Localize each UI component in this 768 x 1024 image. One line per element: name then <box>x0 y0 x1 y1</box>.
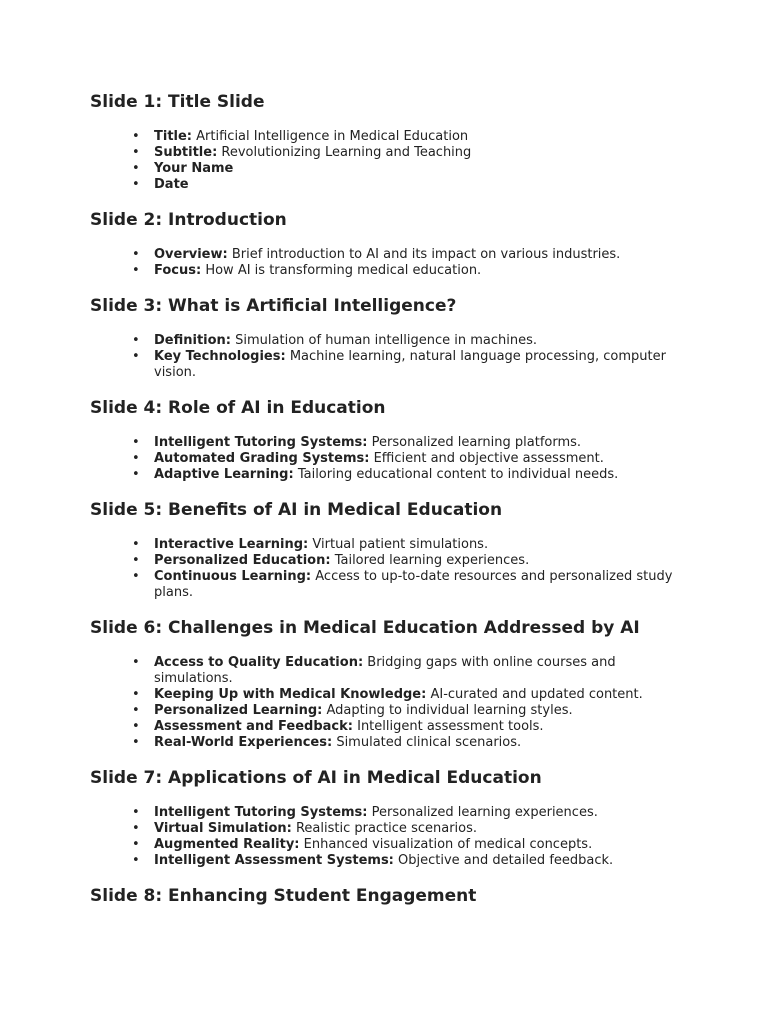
slide-heading: Slide 7: Applications of AI in Medical Education <box>90 768 542 788</box>
bullet-icon: • <box>132 853 140 868</box>
item-label: Subtitle: <box>154 145 218 160</box>
item-label: Virtual Simulation: <box>154 821 292 836</box>
list-item <box>90 333 690 349</box>
slide-section-2 <box>90 209 690 279</box>
item-label: Personalized Learning: <box>154 703 323 718</box>
list-item <box>90 735 690 751</box>
item-label: Personalized Education: <box>154 553 331 568</box>
slide-heading: Slide 8: Enhancing Student Engagement <box>90 886 477 906</box>
bullet-icon: • <box>132 821 140 836</box>
list-item <box>90 263 690 279</box>
item-label: Intelligent Tutoring Systems: <box>154 435 368 450</box>
item-label: Keeping Up with Medical Knowledge: <box>154 687 427 702</box>
bullet-icon: • <box>132 537 140 552</box>
bullet-icon: • <box>132 333 140 348</box>
item-label: Overview: <box>154 247 228 262</box>
item-text: Intelligent assessment tools. <box>357 719 544 734</box>
item-text: Revolutionizing Learning and Teaching <box>221 145 472 160</box>
item-label: Intelligent Tutoring Systems: <box>154 805 368 820</box>
list-item <box>90 435 690 451</box>
slide-section-6 <box>90 617 690 751</box>
item-text: Artificial Intelligence in Medical Education <box>196 129 469 144</box>
item-text: Efficient and objective assessment. <box>373 451 604 466</box>
bullet-list <box>90 129 690 193</box>
bullet-icon: • <box>132 451 140 466</box>
item-label: Focus: <box>154 263 202 278</box>
item-label: Definition: <box>154 333 232 348</box>
list-item <box>90 719 690 735</box>
list-item <box>90 805 690 821</box>
item-label: Continuous Learning: <box>154 569 312 584</box>
bullet-list <box>90 655 690 751</box>
list-item <box>90 145 690 161</box>
item-label: Augmented Reality: <box>154 837 300 852</box>
item-text: AI-curated and updated content. <box>430 687 643 702</box>
item-text: Enhanced visualization of medical concepts. <box>303 837 593 852</box>
bullet-icon: • <box>132 837 140 852</box>
list-item <box>90 655 690 687</box>
item-text: How AI is transforming medical education. <box>205 263 482 278</box>
bullet-icon: • <box>132 719 140 734</box>
item-text: Machine learning, natural language processing, computer vision. <box>154 349 666 380</box>
bullet-icon: • <box>132 129 140 144</box>
slide-heading: Slide 5: Benefits of AI in Medical Education <box>90 500 503 520</box>
item-text: Personalized learning platforms. <box>371 435 582 450</box>
bullet-icon: • <box>132 467 140 482</box>
slide-section-7 <box>90 767 690 869</box>
list-item <box>90 687 690 703</box>
item-text: Virtual patient simulations. <box>312 537 489 552</box>
list-item <box>90 247 690 263</box>
bullet-icon: • <box>132 735 140 750</box>
list-item <box>90 821 690 837</box>
bullet-list <box>90 537 690 601</box>
bullet-list <box>90 805 690 869</box>
bullet-icon: • <box>132 435 140 450</box>
document-page <box>90 91 690 923</box>
item-label: Interactive Learning: <box>154 537 309 552</box>
item-text: Tailoring educational content to individual needs. <box>297 467 619 482</box>
item-text: Access to up-to-date resources and personalized study plans. <box>154 569 673 600</box>
list-item <box>90 161 690 177</box>
list-item <box>90 569 690 601</box>
slide-heading: Slide 3: What is Artificial Intelligence? <box>90 296 457 316</box>
slide-heading: Slide 2: Introduction <box>90 210 287 230</box>
item-text: Simulation of human intelligence in machines. <box>235 333 537 348</box>
bullet-list <box>90 435 690 483</box>
bullet-icon: • <box>132 247 140 262</box>
item-text: Adapting to individual learning styles. <box>326 703 573 718</box>
list-item <box>90 537 690 553</box>
bullet-icon: • <box>132 161 140 176</box>
item-label: Adaptive Learning: <box>154 467 294 482</box>
slide-section-8 <box>90 885 690 907</box>
list-item <box>90 451 690 467</box>
slide-heading: Slide 4: Role of AI in Education <box>90 398 386 418</box>
list-item <box>90 177 690 193</box>
item-label: Real-World Experiences: <box>154 735 333 750</box>
item-text: Brief introduction to AI and its impact on various industries. <box>231 247 621 262</box>
list-item <box>90 349 690 381</box>
slide-section-5 <box>90 499 690 601</box>
slide-section-3 <box>90 295 690 381</box>
bullet-list <box>90 333 690 381</box>
bullet-icon: • <box>132 655 140 670</box>
item-text: Realistic practice scenarios. <box>295 821 478 836</box>
item-label: Date <box>154 177 189 192</box>
bullet-list <box>90 247 690 279</box>
bullet-icon: • <box>132 687 140 702</box>
list-item <box>90 553 690 569</box>
bullet-icon: • <box>132 177 140 192</box>
item-label: Assessment and Feedback: <box>154 719 353 734</box>
bullet-icon: • <box>132 703 140 718</box>
item-text: Objective and detailed feedback. <box>398 853 614 868</box>
item-text: Tailored learning experiences. <box>334 553 530 568</box>
slide-section-1 <box>90 91 690 193</box>
item-label: Access to Quality Education: <box>154 655 364 670</box>
list-item <box>90 853 690 869</box>
item-text: Bridging gaps with online courses and simulations. <box>154 655 616 686</box>
list-item <box>90 129 690 145</box>
bullet-icon: • <box>132 349 140 364</box>
item-text: Simulated clinical scenarios. <box>336 735 522 750</box>
list-item <box>90 467 690 483</box>
bullet-icon: • <box>132 145 140 160</box>
list-item <box>90 837 690 853</box>
list-item <box>90 703 690 719</box>
item-label: Key Technologies: <box>154 349 286 364</box>
item-label: Title: <box>154 129 193 144</box>
slide-section-4 <box>90 397 690 483</box>
bullet-icon: • <box>132 805 140 820</box>
slide-heading: Slide 6: Challenges in Medical Education Addressed by AI <box>90 618 640 638</box>
bullet-icon: • <box>132 569 140 584</box>
item-label: Intelligent Assessment Systems: <box>154 853 394 868</box>
item-label: Automated Grading Systems: <box>154 451 370 466</box>
bullet-icon: • <box>132 263 140 278</box>
item-label: Your Name <box>154 161 234 176</box>
bullet-icon: • <box>132 553 140 568</box>
item-text: Personalized learning experiences. <box>371 805 598 820</box>
slide-heading: Slide 1: Title Slide <box>90 92 265 112</box>
